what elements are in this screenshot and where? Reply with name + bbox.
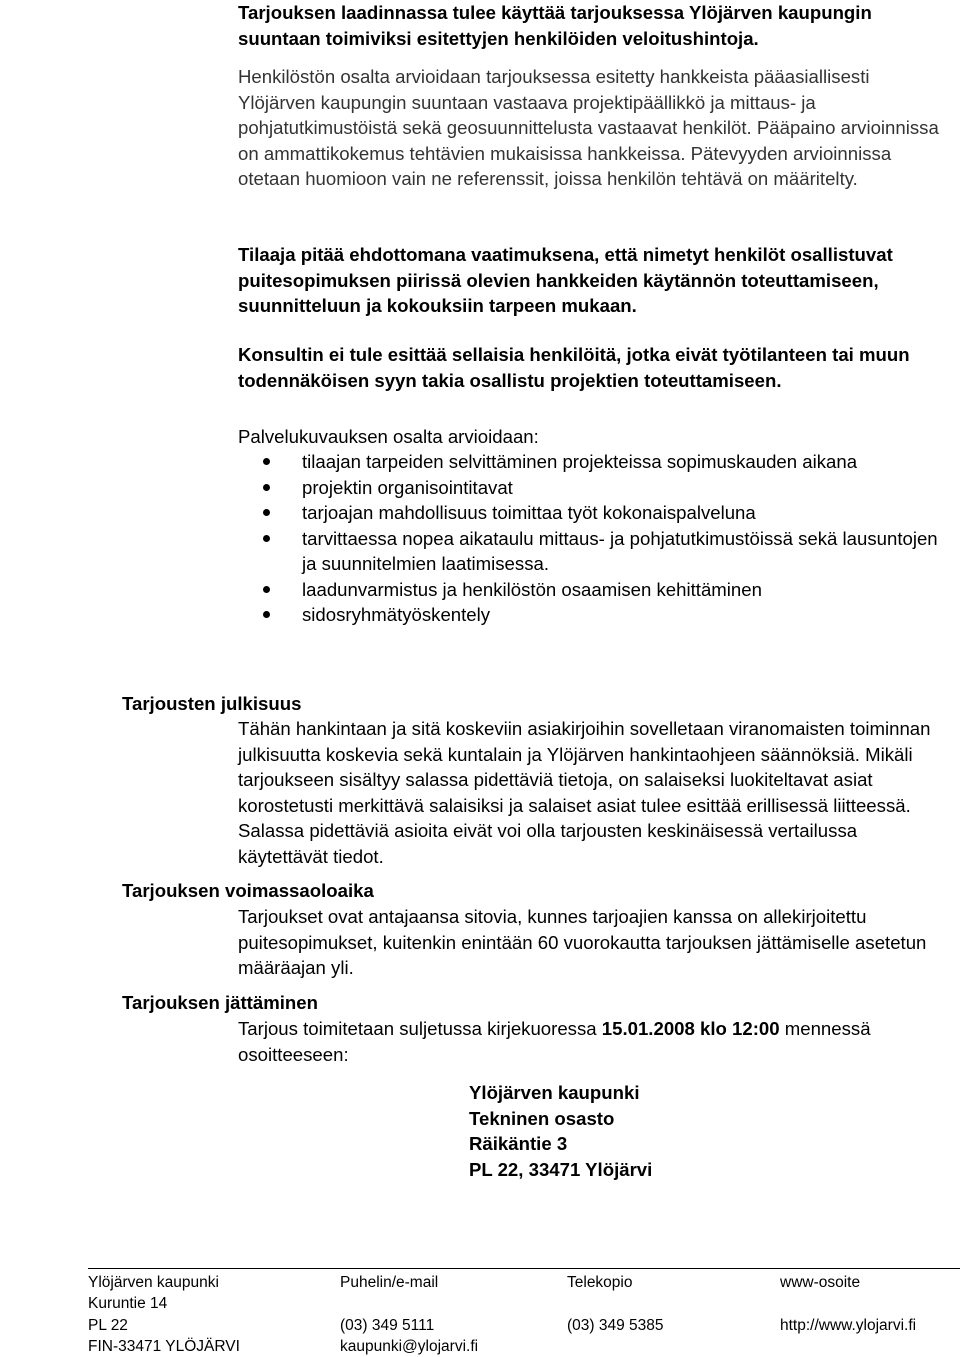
bullet-icon: [263, 509, 270, 516]
footer-org-name: Ylöjärven kaupunki: [88, 1274, 219, 1291]
footer-divider: [88, 1268, 960, 1269]
bullet-icon: [263, 484, 270, 491]
footer-email[interactable]: kaupunki@ylojarvi.fi: [340, 1337, 479, 1355]
section-heading-validity: Tarjouksen voimassaoloaika: [122, 880, 374, 901]
list-item: [238, 475, 950, 501]
list-item: [238, 449, 950, 475]
service-criteria-list: [238, 449, 950, 628]
list-item: [238, 577, 950, 603]
list-item: [238, 602, 950, 628]
footer-web-label: www-osoite: [780, 1274, 861, 1291]
list-item-text: sidosryhmätyöskentely: [302, 604, 491, 625]
list-item-text: laadunvarmistus ja henkilöstön osaamisen kehittäminen: [302, 578, 762, 600]
footer-postal: FIN-33471 YLÖJÄRVI: [88, 1337, 240, 1355]
bullet-icon: [263, 458, 270, 465]
delivery-address: [469, 1080, 652, 1182]
submission-deadline: 15.01.2008 klo 12:00: [601, 1018, 780, 1039]
footer-web-link[interactable]: http://www.ylojarvi.fi: [780, 1316, 917, 1334]
footer-fax-label: Telekopio: [567, 1274, 633, 1291]
bullet-icon: [263, 611, 270, 618]
service-description-intro: Palvelukuvauksen osalta arvioidaan:: [238, 426, 539, 447]
submission-text-start: Tarjous toimitetaan suljetussa kirjekuoressa: [238, 1018, 602, 1039]
footer-phone: (03) 349 5111: [340, 1316, 435, 1334]
intro-bold-paragraph: Tarjouksen laadinnassa tulee käyttää tarjouksessa Ylöjärven kaupungin suuntaan toimiviksi esitettyjen henkilöiden veloitushintoja.: [238, 2, 872, 49]
list-item-text: projektin organisointitavat: [302, 476, 513, 498]
address-line: Tekninen osasto: [469, 1107, 615, 1129]
footer-contact: [340, 1272, 478, 1357]
list-item-text: tarjoajan mahdollisuus toimittaa työt kokonaispalveluna: [302, 502, 756, 523]
requirement-paragraph: Tilaaja pitää ehdottomana vaatimuksena, että nimetyt henkilöt osallistuvat puitesopimuksen piirissä olevien hankkeiden käytännön toteuttamiseen, suunnitteluun ja kokouksiin tarpeen mukaan.: [238, 244, 893, 316]
footer-organization: [88, 1272, 240, 1357]
section-heading-submission: Tarjouksen jättäminen: [122, 992, 318, 1013]
section-text-publicity: Tähän hankintaan ja sitä koskeviin asiakirjoihin sovelletaan viranomaisten toiminnan julkisuutta koskevia sekä kuntalain ja Ylöjärven hankintaohjeen säännöksiä. Mikäli tarjoukseen sisältyy salassa pidettäviä tietoja, on salaiseksi luokiteltavat asiat korostetusti merkittävä salaisiksi ja salaiset asiat tulee esittää erillisessä liitteessä. Salassa pidettäviä asioita eivät voi olla tarjousten keskinäisessä vertailussa käytettävät tiedot.: [238, 718, 931, 867]
footer-web: [780, 1272, 916, 1336]
footer-fax: [567, 1272, 664, 1336]
list-item: [238, 526, 950, 577]
consultant-paragraph: Konsultin ei tule esittää sellaisia henkilöitä, jotka eivät työtilanteen tai muun todennäköisen syyn takia osallistu projektien toteuttamiseen.: [238, 344, 910, 391]
footer-phone-label: Puhelin/e-mail: [340, 1274, 439, 1291]
list-item-text: tilaajan tarpeiden selvittäminen projekteissa sopimuskauden aikana: [302, 451, 858, 472]
submission-text-end: mennessä osoitteeseen:: [238, 1018, 871, 1065]
address-line: Räikäntie 3: [469, 1133, 568, 1154]
footer-fax-number: (03) 349 5385: [567, 1316, 664, 1334]
bullet-icon: [263, 535, 270, 542]
section-heading-publicity: Tarjousten julkisuus: [122, 693, 302, 714]
footer-pobox: PL 22: [88, 1316, 128, 1334]
footer-street: Kuruntie 14: [88, 1295, 168, 1313]
list-item-text: tarvittaessa nopea aikataulu mittaus- ja pohjatutkimustöissä sekä lausuntojen ja suunnitelmien laatimisessa.: [302, 527, 938, 574]
staff-evaluation-paragraph: Henkilöstön osalta arvioidaan tarjouksessa esitetty hankkeista pääasiallisesti Ylöjärven kaupungin suuntaan vastaava projektipäällikkö ja mittaus- ja pohjatutkimustöistä sekä geosuunnittelusta vastaavat henkilöt. Pääpaino arvioinnissa on ammattikokemus tehtävien mukaisissa hankkeissa. Pätevyyden arvioinnissa otetaan huomioon vain ne referenssit, joissa henkilön tehtävä on määritelty.: [238, 66, 939, 189]
list-item: [238, 500, 950, 526]
bullet-icon: [263, 586, 270, 593]
section-text-submission: [238, 1016, 950, 1067]
section-text-validity: Tarjoukset ovat antajaansa sitovia, kunnes tarjoajien kanssa on allekirjoitettu puitesopimukset, kuitenkin enintään 60 vuorokautta tarjouksen jättämiselle asetetun määräajan yli.: [238, 906, 927, 978]
address-line: PL 22, 33471 Ylöjärvi: [469, 1158, 653, 1180]
address-line: Ylöjärven kaupunki: [469, 1082, 640, 1103]
